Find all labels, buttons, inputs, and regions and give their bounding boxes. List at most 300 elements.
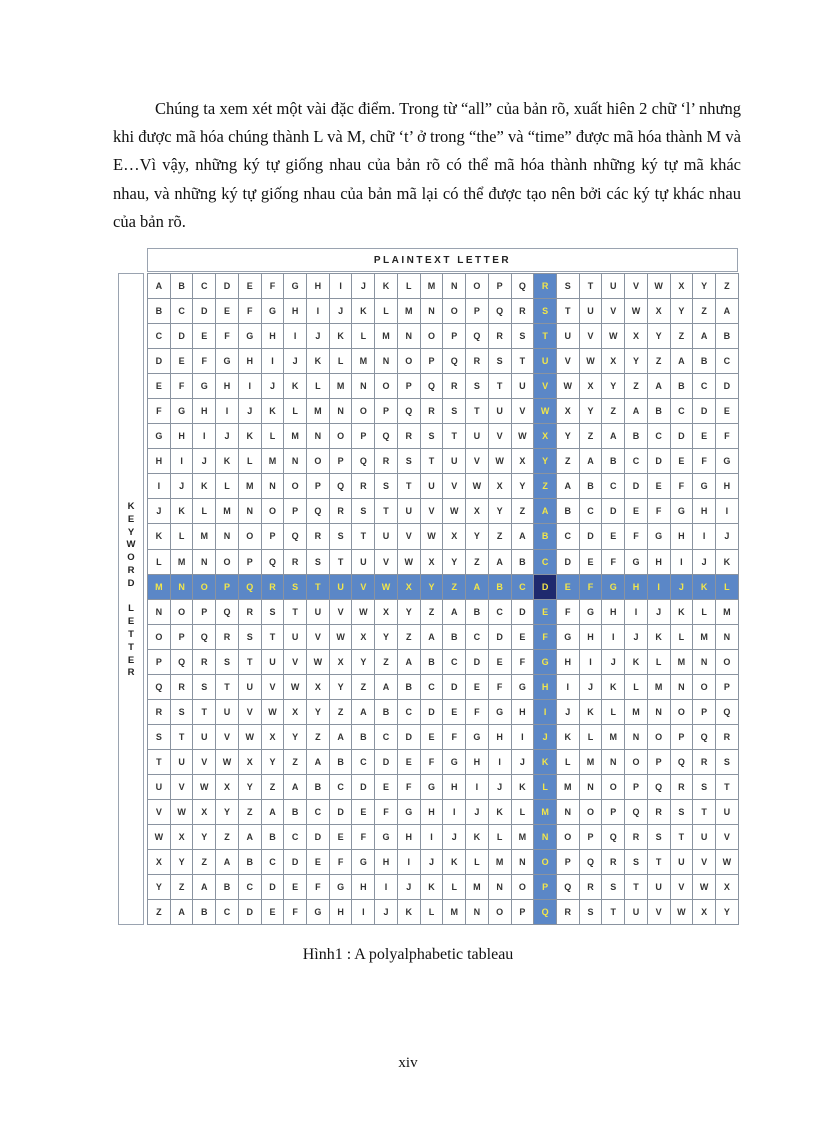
tableau-cell: N [284, 449, 307, 474]
tableau-cell: E [148, 374, 171, 399]
tableau-cell: Q [352, 449, 375, 474]
side-label-letter: E [127, 513, 135, 525]
tableau-cell: M [193, 524, 216, 549]
tableau-cell: O [262, 499, 285, 524]
tableau-cell: E [171, 349, 194, 374]
tableau-cell: C [375, 725, 398, 750]
tableau-cell: A [352, 700, 375, 725]
tableau-cell: D [512, 600, 535, 625]
tableau-cell: Y [148, 875, 171, 900]
tableau-cell: T [671, 825, 694, 850]
tableau-cell: K [466, 825, 489, 850]
tableau-cell: M [512, 825, 535, 850]
tableau-cell: N [216, 524, 239, 549]
tableau-cell: L [352, 324, 375, 349]
tableau-cell: E [512, 625, 535, 650]
tableau-cell: M [443, 900, 466, 925]
tableau-cell: G [557, 625, 580, 650]
tableau-cell: X [421, 550, 444, 575]
tableau-cell: U [512, 374, 535, 399]
tableau-cell: Y [648, 324, 671, 349]
tableau-cell: Z [352, 675, 375, 700]
tableau-cell: K [216, 449, 239, 474]
tableau-cell: L [375, 299, 398, 324]
tableau-cell: G [262, 299, 285, 324]
tableau-cell: P [443, 324, 466, 349]
tableau-cell: B [148, 299, 171, 324]
tableau-cell: Q [375, 424, 398, 449]
tableau-cell: P [602, 800, 625, 825]
tableau-cell: K [602, 675, 625, 700]
tableau-cell: H [239, 349, 262, 374]
tableau-cell: A [148, 274, 171, 299]
tableau-cell: S [534, 299, 557, 324]
tableau-cell: E [580, 550, 603, 575]
tableau-cell: U [466, 424, 489, 449]
tableau-cell: L [716, 575, 739, 600]
tableau-cell: X [262, 725, 285, 750]
tableau-cell: S [375, 474, 398, 499]
tableau-cell: A [693, 324, 716, 349]
tableau-cell: L [534, 775, 557, 800]
tableau-cell: W [534, 399, 557, 424]
tableau-cell: X [375, 600, 398, 625]
tableau-cell: E [375, 775, 398, 800]
tableau-cell: D [421, 700, 444, 725]
tableau-cell: P [580, 825, 603, 850]
tableau-cell: F [625, 524, 648, 549]
tableau-cell: F [716, 424, 739, 449]
tableau-cell: M [489, 850, 512, 875]
tableau-cell: D [557, 550, 580, 575]
tableau-cell: P [716, 675, 739, 700]
tableau-cell: I [671, 550, 694, 575]
tableau-cell: P [262, 524, 285, 549]
tableau-cell: F [193, 349, 216, 374]
tableau-cell: L [489, 825, 512, 850]
tableau-cell: W [421, 524, 444, 549]
tableau-cell: X [330, 650, 353, 675]
tableau-cell: Q [716, 700, 739, 725]
tableau-cell: U [534, 349, 557, 374]
tableau-cell: H [693, 499, 716, 524]
tableau-cell: V [398, 524, 421, 549]
tableau-cell: G [352, 850, 375, 875]
tableau-cell: K [330, 324, 353, 349]
tableau-cell: W [307, 650, 330, 675]
tableau-cell: E [489, 650, 512, 675]
tableau-cell: X [193, 800, 216, 825]
tableau-cell: K [375, 274, 398, 299]
tableau-cell: F [648, 499, 671, 524]
tableau-cell: L [625, 675, 648, 700]
tableau-cell: C [148, 324, 171, 349]
tableau-cell: N [534, 825, 557, 850]
tableau-cell: V [262, 675, 285, 700]
tableau-cell: O [625, 750, 648, 775]
tableau-cell: Y [489, 499, 512, 524]
tableau-cell: E [307, 850, 330, 875]
tableau-cell: D [602, 499, 625, 524]
tableau-cell: W [398, 550, 421, 575]
tableau-cell: H [512, 700, 535, 725]
tableau-cell: D [307, 825, 330, 850]
tableau-cell: L [693, 600, 716, 625]
tableau-cell: B [671, 374, 694, 399]
tableau-cell: Z [330, 700, 353, 725]
side-label-letter: T [128, 641, 134, 653]
tableau-cell: L [193, 499, 216, 524]
tableau-cell: H [284, 299, 307, 324]
tableau-cell: F [307, 875, 330, 900]
tableau-cell: O [330, 424, 353, 449]
side-label-letter: W [126, 539, 136, 551]
tableau-cell: U [693, 825, 716, 850]
tableau-cell: M [216, 499, 239, 524]
tableau-cell: S [466, 374, 489, 399]
tableau-cell: P [352, 424, 375, 449]
tableau-cell: W [262, 700, 285, 725]
tableau-cell: D [466, 650, 489, 675]
tableau-cell: V [352, 575, 375, 600]
tableau-cell: B [489, 575, 512, 600]
tableau-cell: K [193, 474, 216, 499]
tableau-cell: K [534, 750, 557, 775]
tableau-cell: C [421, 675, 444, 700]
tableau-cell: L [421, 900, 444, 925]
side-label-letter: L [128, 603, 134, 615]
tableau-cell: N [398, 324, 421, 349]
tableau-cell: N [421, 299, 444, 324]
tableau-cell: E [534, 600, 557, 625]
tableau-cell: K [625, 650, 648, 675]
tableau-cell: G [512, 675, 535, 700]
tableau-cell: R [284, 550, 307, 575]
tableau-cell: M [262, 449, 285, 474]
tableau-cell: U [284, 625, 307, 650]
tableau-cell: J [625, 625, 648, 650]
tableau-cell: O [148, 625, 171, 650]
tableau-cell: F [284, 900, 307, 925]
tableau-cell: G [216, 349, 239, 374]
tableau-cell: E [716, 399, 739, 424]
tableau-cell: P [398, 374, 421, 399]
tableau-cell: G [307, 900, 330, 925]
tableau-cell: X [443, 524, 466, 549]
tableau-cell: V [330, 600, 353, 625]
tableau-cell: J [421, 850, 444, 875]
tableau-cell: G [648, 524, 671, 549]
tableau-cell: I [693, 524, 716, 549]
tableau-cell: A [512, 524, 535, 549]
tableau-cell: A [398, 650, 421, 675]
tableau-cell: V [625, 274, 648, 299]
tableau-cell: W [284, 675, 307, 700]
tableau-cell: D [716, 374, 739, 399]
tableau-cell: F [171, 374, 194, 399]
tableau-cell: K [512, 775, 535, 800]
tableau-cell: K [580, 700, 603, 725]
tableau-cell: X [352, 625, 375, 650]
tableau-cell: I [602, 625, 625, 650]
tableau-cell: R [421, 399, 444, 424]
tableau-cell: F [262, 274, 285, 299]
tableau-cell: G [284, 274, 307, 299]
tableau-cell: H [148, 449, 171, 474]
tableau-cell: R [512, 299, 535, 324]
tableau-cell: T [557, 299, 580, 324]
tableau-cell: W [171, 800, 194, 825]
tableau-cell: O [193, 575, 216, 600]
tableau-cell: G [580, 600, 603, 625]
tableau-cell: C [716, 349, 739, 374]
tableau-cell: S [307, 550, 330, 575]
tableau-cell: B [693, 349, 716, 374]
tableau-cell: Z [716, 274, 739, 299]
tableau-cell: F [239, 299, 262, 324]
tableau-cell: N [148, 600, 171, 625]
tableau-cell: S [239, 625, 262, 650]
tableau-cell: G [193, 374, 216, 399]
tableau-cell: G [421, 775, 444, 800]
tableau-cell: C [602, 474, 625, 499]
side-label-letter: E [127, 616, 135, 628]
tableau-cell: N [352, 374, 375, 399]
tableau-cell: P [534, 875, 557, 900]
tableau-cell: W [193, 775, 216, 800]
tableau-cell: N [580, 775, 603, 800]
tableau-cell: J [693, 550, 716, 575]
tableau-cell: N [489, 875, 512, 900]
tableau-cell: Z [193, 850, 216, 875]
tableau-cell: M [693, 625, 716, 650]
tableau-cell: C [239, 875, 262, 900]
tableau-cell: N [466, 900, 489, 925]
tableau-cell: S [648, 825, 671, 850]
tableau-cell: R [330, 499, 353, 524]
tableau-cell: J [534, 725, 557, 750]
tableau-cell: D [443, 675, 466, 700]
tableau-cell: H [716, 474, 739, 499]
tableau-cell: Q [148, 675, 171, 700]
tableau-cell: H [443, 775, 466, 800]
tableau-cell: A [671, 349, 694, 374]
tableau-cell: R [262, 575, 285, 600]
tableau-cell: B [216, 875, 239, 900]
tableau-cell: Q [512, 274, 535, 299]
tableau-cell: S [602, 875, 625, 900]
tableau-cell: E [330, 825, 353, 850]
tableau-cell: X [284, 700, 307, 725]
tableau-cell: Q [693, 725, 716, 750]
tableau-cell: A [307, 750, 330, 775]
tableau-cell: D [262, 875, 285, 900]
tableau-cell: Y [421, 575, 444, 600]
tableau-cell: B [171, 274, 194, 299]
tableau-cell: S [557, 274, 580, 299]
tableau-cell: E [648, 474, 671, 499]
tableau-cell: D [239, 900, 262, 925]
tableau-cell: M [171, 550, 194, 575]
tableau-cell: R [625, 825, 648, 850]
tableau-cell: D [648, 449, 671, 474]
tableau-cell: N [262, 474, 285, 499]
tableau-cell: S [443, 399, 466, 424]
tableau-cell: L [512, 800, 535, 825]
tableau-cell: I [330, 274, 353, 299]
tableau-cell: W [330, 625, 353, 650]
tableau-cell: C [557, 524, 580, 549]
tableau-cell: B [375, 700, 398, 725]
tableau-cell: H [330, 900, 353, 925]
tableau-cell: Y [625, 349, 648, 374]
tableau-cell: Z [375, 650, 398, 675]
tableau-cell: F [557, 600, 580, 625]
paragraph-text: Chúng ta xem xét một vài đặc điểm. Trong từ “all” của bản rõ, xuất hiên 2 chữ ‘l’ nhưng khi được mã hóa chúng thành L và M, chữ ‘t’ ở trong “the” và “time” được mã hóa thành M và E…Vì vậy, những ký tự giống nhau của bản rõ có thể mã hóa thành những ký tự mã khác nhau, và những ký tự giống nhau của bản mã lại có thể được tạo nên bởi các ký tự khác nhau của bản rõ. [113, 99, 741, 231]
tableau-cell: V [443, 474, 466, 499]
tableau-cell: D [352, 775, 375, 800]
tableau-cell: M [148, 575, 171, 600]
tableau-cell: I [512, 725, 535, 750]
tableau-cell: J [443, 825, 466, 850]
tableau-cell: R [716, 725, 739, 750]
tableau-cell: N [693, 650, 716, 675]
tableau-cell: A [193, 875, 216, 900]
tableau-cell: C [580, 499, 603, 524]
tableau-cell: Y [534, 449, 557, 474]
tableau-cell: F [148, 399, 171, 424]
tableau-cell: A [171, 900, 194, 925]
tableau-cell: Y [602, 374, 625, 399]
tableau-cell: M [421, 274, 444, 299]
tableau-cell: J [489, 775, 512, 800]
tableau-cell: P [193, 600, 216, 625]
tableau-cell: E [602, 524, 625, 549]
tableau-cell: I [557, 675, 580, 700]
tableau-cell: Q [193, 625, 216, 650]
tableau-cell: M [330, 374, 353, 399]
tableau-cell: P [375, 399, 398, 424]
tableau-cell: L [330, 349, 353, 374]
tableau-cell: Z [671, 324, 694, 349]
tableau-cell: E [216, 299, 239, 324]
tableau-cell: R [216, 625, 239, 650]
tableau-cell: K [557, 725, 580, 750]
tableau-cell: W [466, 474, 489, 499]
tableau-cell: Q [671, 750, 694, 775]
tableau-cell: Q [625, 800, 648, 825]
tableau-cell: P [216, 575, 239, 600]
tableau-cell: X [557, 399, 580, 424]
tableau-cell: U [171, 750, 194, 775]
keyword-letter-label [118, 273, 144, 925]
tableau-cell: G [330, 875, 353, 900]
tableau-cell: Z [534, 474, 557, 499]
tableau-cell: V [193, 750, 216, 775]
tableau-cell: J [602, 650, 625, 675]
tableau-cell: N [330, 399, 353, 424]
tableau-cell: U [625, 900, 648, 925]
tableau-cell: F [443, 725, 466, 750]
tableau-cell: I [580, 650, 603, 675]
tableau-cell: H [398, 825, 421, 850]
tableau-cell: X [398, 575, 421, 600]
tableau-cell: M [375, 324, 398, 349]
tableau-cell: V [512, 399, 535, 424]
tableau-cell: F [375, 800, 398, 825]
tableau-cell: A [489, 550, 512, 575]
tableau-cell: F [421, 750, 444, 775]
tableau-cell: T [262, 625, 285, 650]
tableau-cell: B [625, 424, 648, 449]
tableau-cell: Y [580, 399, 603, 424]
tableau-cell: J [262, 374, 285, 399]
tableau-cell: M [534, 800, 557, 825]
tableau-cell: I [284, 324, 307, 349]
tableau-cell: Z [625, 374, 648, 399]
tableau-cell: O [216, 550, 239, 575]
tableau-cell: T [625, 875, 648, 900]
tableau-cell: N [171, 575, 194, 600]
tableau-cell: X [648, 299, 671, 324]
side-label-letter: K [127, 501, 135, 512]
tableau-cell: W [671, 900, 694, 925]
tableau-cell: Z [580, 424, 603, 449]
tableau-cell: F [693, 449, 716, 474]
tableau-cell: M [466, 875, 489, 900]
tableau-cell: L [216, 474, 239, 499]
tableau-cell: O [443, 299, 466, 324]
tableau-cell: X [625, 324, 648, 349]
tableau-cell: R [171, 675, 194, 700]
tableau-cell: Z [239, 800, 262, 825]
tableau-cell: E [693, 424, 716, 449]
tableau-cell: V [171, 775, 194, 800]
tableau-cell: S [352, 499, 375, 524]
tableau-cell: M [625, 700, 648, 725]
tableau-cell: Y [307, 700, 330, 725]
tableau-cell: M [671, 650, 694, 675]
tableau-cell: G [489, 700, 512, 725]
tableau-cell: R [580, 875, 603, 900]
tableau-cell: T [512, 349, 535, 374]
tableau-cell: D [580, 524, 603, 549]
tableau-cell: N [625, 725, 648, 750]
tableau-cell: R [602, 850, 625, 875]
tableau-cell: T [171, 725, 194, 750]
tableau-cell: F [398, 775, 421, 800]
tableau-cell: H [171, 424, 194, 449]
tableau-cell: U [262, 650, 285, 675]
tableau-cell: B [557, 499, 580, 524]
tableau-cell: A [443, 600, 466, 625]
tableau-cell: N [375, 349, 398, 374]
tableau-cell: P [330, 449, 353, 474]
tableau-cell: J [375, 900, 398, 925]
tableau-cell: G [148, 424, 171, 449]
plaintext-letter-header: PLAINTEXT LETTER [147, 248, 738, 272]
tableau-cell: L [284, 399, 307, 424]
tableau-cell: E [671, 449, 694, 474]
tableau-cell: X [693, 900, 716, 925]
tableau-cell: C [625, 449, 648, 474]
tableau-cell: Y [216, 800, 239, 825]
tableau-cell: L [148, 550, 171, 575]
tableau-cell: L [602, 700, 625, 725]
side-label-letter: T [128, 629, 134, 640]
tableau-cell: K [421, 875, 444, 900]
tableau-cell: F [352, 825, 375, 850]
